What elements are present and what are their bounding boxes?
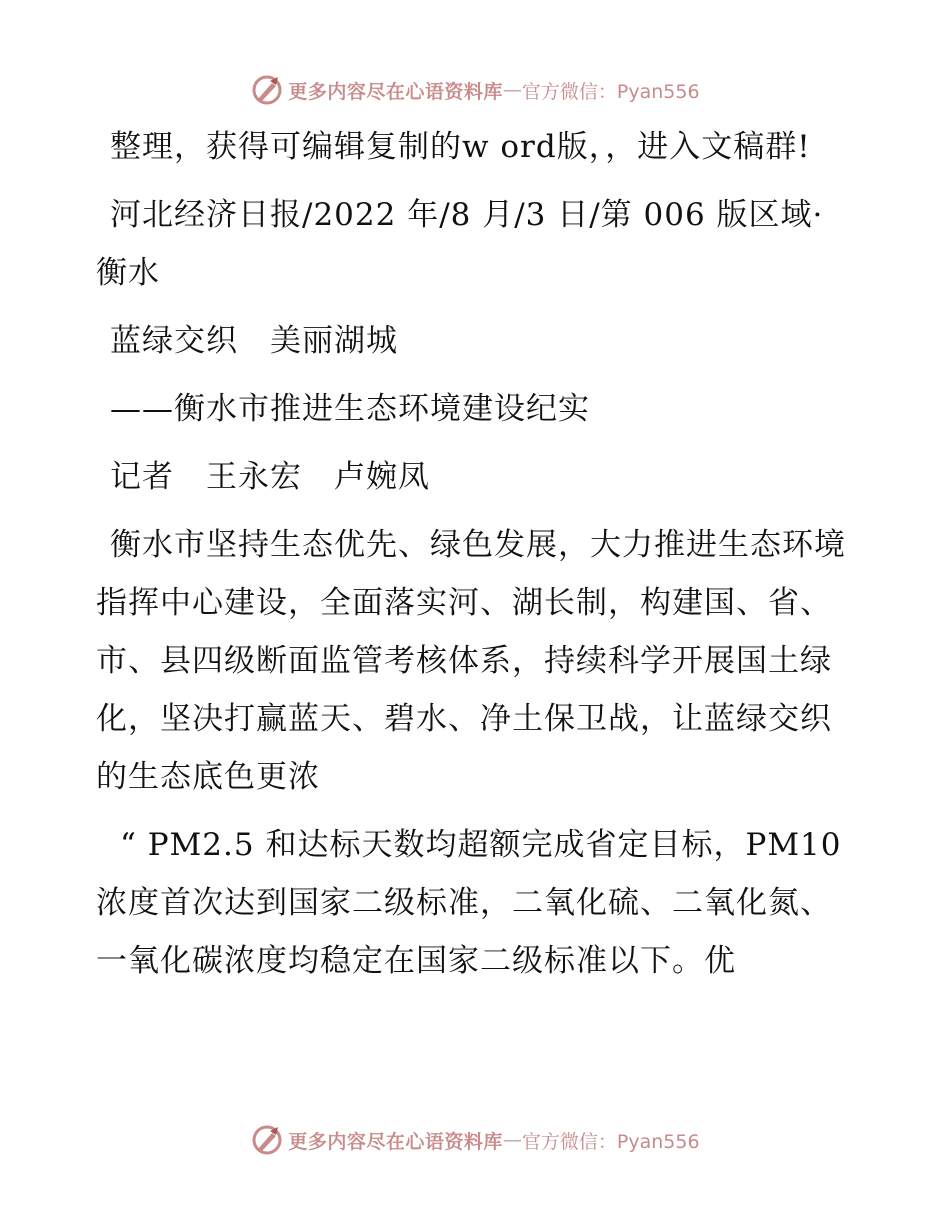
source-line: 河北经济日报/2022 年/8 月/3 日/第 006 版区域· 衡水 [96, 197, 824, 291]
article-title: 蓝绿交织 美丽湖城 [110, 323, 398, 359]
body-paragraph: 衡水市坚持生态优先、绿色发展，大力推进生态环境指挥中心建设，全面落实河、湖长制，构建国、省、市、县四级断面监管考核体系，持续科学开展国土绿化，坚决打赢蓝天、碧水、净土保卫战，让蓝绿交织的生态底色更浓 [96, 527, 846, 795]
pen-logo-icon [250, 1123, 284, 1157]
watermark-dash: — [502, 79, 522, 101]
watermark-dash: — [502, 1129, 522, 1151]
watermark-header [0, 70, 950, 110]
pen-logo-icon [250, 73, 284, 107]
byline: 记者 王永宏 卢婉凤 [110, 459, 430, 495]
watermark-footer [0, 1120, 950, 1160]
document-body [96, 118, 856, 1000]
body-paragraph: “ PM2.5 和达标天数均超额完成省定目标，PM10浓度首次达到国家二级标准，二氧化硫、二氧化氮、一氧化碳浓度均稳定在国家二级标准以下。优 [96, 827, 842, 979]
article-subtitle: ——衡水市推进生态环境建设纪实 [110, 391, 590, 427]
watermark-wechat: 官方微信：Pyan556 [521, 1130, 700, 1153]
watermark-title: 更多内容尽在心语资料库 [288, 1130, 503, 1153]
watermark-title: 更多内容尽在心语资料库 [288, 80, 503, 103]
watermark-wechat: 官方微信：Pyan556 [521, 80, 700, 103]
intro-paragraph: 整理，获得可编辑复制的w ord版，，进入文稿群! [110, 129, 811, 165]
